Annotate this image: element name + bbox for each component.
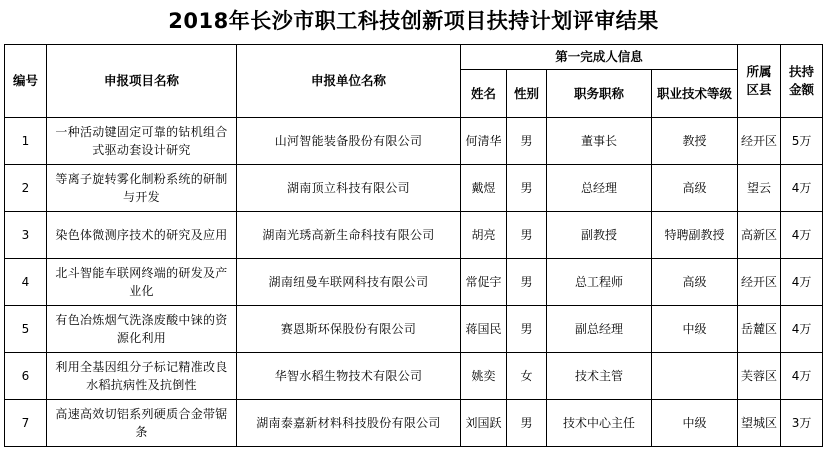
cell-amount: 4万 bbox=[781, 259, 823, 306]
cell-id: 3 bbox=[5, 212, 47, 259]
cell-unit: 赛恩斯环保股份有限公司 bbox=[237, 306, 461, 353]
cell-amount: 4万 bbox=[781, 212, 823, 259]
cell-name: 常促宇 bbox=[461, 259, 507, 306]
cell-level: 中级 bbox=[652, 400, 738, 447]
cell-gender: 男 bbox=[507, 400, 547, 447]
header-unit: 申报单位名称 bbox=[237, 45, 461, 118]
table-row bbox=[5, 353, 823, 400]
cell-id: 4 bbox=[5, 259, 47, 306]
cell-level: 高级 bbox=[652, 165, 738, 212]
cell-district: 高新区 bbox=[738, 212, 781, 259]
cell-unit: 湖南纽曼车联网科技有限公司 bbox=[237, 259, 461, 306]
cell-position: 总经理 bbox=[547, 165, 652, 212]
cell-gender: 男 bbox=[507, 165, 547, 212]
table-row bbox=[5, 118, 823, 165]
cell-amount: 4万 bbox=[781, 165, 823, 212]
cell-district: 芙蓉区 bbox=[738, 353, 781, 400]
cell-gender: 男 bbox=[507, 118, 547, 165]
header-gender: 性别 bbox=[507, 70, 547, 118]
cell-unit: 湖南光琇高新生命科技有限公司 bbox=[237, 212, 461, 259]
cell-project: 高速高效切铝系列硬质合金带锯条 bbox=[47, 400, 237, 447]
results-table bbox=[4, 44, 823, 447]
cell-amount: 4万 bbox=[781, 353, 823, 400]
cell-name: 胡亮 bbox=[461, 212, 507, 259]
cell-project: 染色体微测序技术的研究及应用 bbox=[47, 212, 237, 259]
cell-name: 蒋国民 bbox=[461, 306, 507, 353]
cell-id: 5 bbox=[5, 306, 47, 353]
cell-district: 岳麓区 bbox=[738, 306, 781, 353]
cell-unit: 山河智能装备股份有限公司 bbox=[237, 118, 461, 165]
cell-unit: 华智水稻生物技术有限公司 bbox=[237, 353, 461, 400]
cell-level bbox=[652, 353, 738, 400]
table-row bbox=[5, 259, 823, 306]
header-amount: 扶持金额 bbox=[781, 45, 823, 118]
table-row bbox=[5, 212, 823, 259]
table-row bbox=[5, 400, 823, 447]
table-row bbox=[5, 165, 823, 212]
cell-unit: 湖南顶立科技有限公司 bbox=[237, 165, 461, 212]
cell-position: 副总经理 bbox=[547, 306, 652, 353]
cell-id: 1 bbox=[5, 118, 47, 165]
cell-level: 教授 bbox=[652, 118, 738, 165]
cell-district: 经开区 bbox=[738, 118, 781, 165]
table-header-row bbox=[5, 45, 823, 70]
cell-id: 6 bbox=[5, 353, 47, 400]
cell-district: 望云 bbox=[738, 165, 781, 212]
cell-unit: 湖南泰嘉新材料科技股份有限公司 bbox=[237, 400, 461, 447]
cell-name: 刘国跃 bbox=[461, 400, 507, 447]
cell-project: 北斗智能车联网终端的研发及产业化 bbox=[47, 259, 237, 306]
header-first-person-group: 第一完成人信息 bbox=[461, 45, 738, 70]
header-id: 编号 bbox=[5, 45, 47, 118]
header-position: 职务职称 bbox=[547, 70, 652, 118]
header-district: 所属区县 bbox=[738, 45, 781, 118]
cell-position: 总工程师 bbox=[547, 259, 652, 306]
cell-gender: 男 bbox=[507, 212, 547, 259]
cell-name: 戴煜 bbox=[461, 165, 507, 212]
cell-position: 技术中心主任 bbox=[547, 400, 652, 447]
cell-position: 副教授 bbox=[547, 212, 652, 259]
header-name: 姓名 bbox=[461, 70, 507, 118]
cell-id: 7 bbox=[5, 400, 47, 447]
cell-level: 特聘副教授 bbox=[652, 212, 738, 259]
header-level: 职业技术等级 bbox=[652, 70, 738, 118]
header-project: 申报项目名称 bbox=[47, 45, 237, 118]
cell-district: 经开区 bbox=[738, 259, 781, 306]
cell-gender: 男 bbox=[507, 259, 547, 306]
cell-level: 中级 bbox=[652, 306, 738, 353]
page-title: 2018年长沙市职工科技创新项目扶持计划评审结果 bbox=[168, 9, 659, 33]
cell-gender: 男 bbox=[507, 306, 547, 353]
cell-project: 一种活动键固定可靠的钻机组合式驱动套设计研究 bbox=[47, 118, 237, 165]
cell-position: 技术主管 bbox=[547, 353, 652, 400]
cell-level: 高级 bbox=[652, 259, 738, 306]
cell-amount: 3万 bbox=[781, 400, 823, 447]
cell-gender: 女 bbox=[507, 353, 547, 400]
cell-district: 望城区 bbox=[738, 400, 781, 447]
cell-name: 何清华 bbox=[461, 118, 507, 165]
cell-amount: 5万 bbox=[781, 118, 823, 165]
cell-id: 2 bbox=[5, 165, 47, 212]
cell-position: 董事长 bbox=[547, 118, 652, 165]
table-row bbox=[5, 306, 823, 353]
cell-project: 等离子旋转雾化制粉系统的研制与开发 bbox=[47, 165, 237, 212]
cell-project: 有色冶炼烟气洗涤废酸中铼的资源化利用 bbox=[47, 306, 237, 353]
cell-name: 姚奕 bbox=[461, 353, 507, 400]
cell-project: 利用全基因组分子标记精准改良水稻抗病性及抗倒性 bbox=[47, 353, 237, 400]
cell-amount: 4万 bbox=[781, 306, 823, 353]
